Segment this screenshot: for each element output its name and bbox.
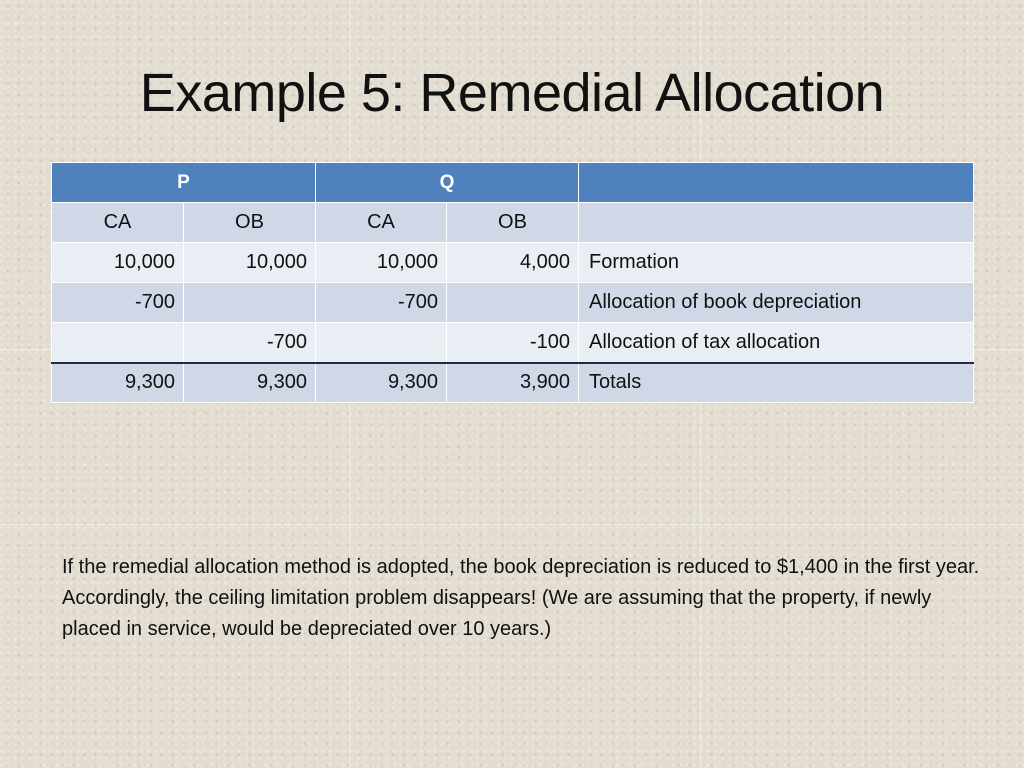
subheader-description [579,203,974,243]
explanation-paragraph: If the remedial allocation method is adopted, the book depreciation is reduced to $1,400 in the first year. Accordingly, the ceiling limitation problem disappears! (We are assuming that the property, if newly placed in service, would be depreciated over 10 years.) [62,556,980,640]
cell-p-ob-total: 9,300 [184,363,316,403]
table-row [52,283,974,323]
table-totals-row [52,363,974,403]
cell-p-ob [184,283,316,323]
cell-q-ob-total: 3,900 [447,363,579,403]
cell-p-ca: 10,000 [52,243,184,283]
cell-p-ca: -700 [52,283,184,323]
cell-description: Allocation of book depreciation [579,283,974,323]
background-tile-line [0,524,1024,525]
subheader-q-ca: CA [316,203,447,243]
subheader-q-ob: OB [447,203,579,243]
cell-q-ca: -700 [316,283,447,323]
cell-description: Formation [579,243,974,283]
cell-p-ca-total: 9,300 [52,363,184,403]
cell-q-ob [447,283,579,323]
cell-q-ca-total: 9,300 [316,363,447,403]
table-row [52,323,974,363]
cell-q-ca: 10,000 [316,243,447,283]
subheader-p-ca: CA [52,203,184,243]
table-group-header-row [52,163,974,203]
cell-p-ca [52,323,184,363]
header-partner-p: P [52,163,316,203]
cell-q-ca [316,323,447,363]
subheader-p-ob: OB [184,203,316,243]
table-row [52,243,974,283]
cell-description: Totals [579,363,974,403]
cell-description: Allocation of tax allocation [579,323,974,363]
header-partner-q: Q [316,163,579,203]
slide-title: Example 5: Remedial Allocation [139,63,885,123]
allocation-table [51,162,974,403]
cell-p-ob: -700 [184,323,316,363]
header-description-blank [579,163,974,203]
table-subheader-row [52,203,974,243]
cell-q-ob: -100 [447,323,579,363]
cell-q-ob: 4,000 [447,243,579,283]
cell-p-ob: 10,000 [184,243,316,283]
